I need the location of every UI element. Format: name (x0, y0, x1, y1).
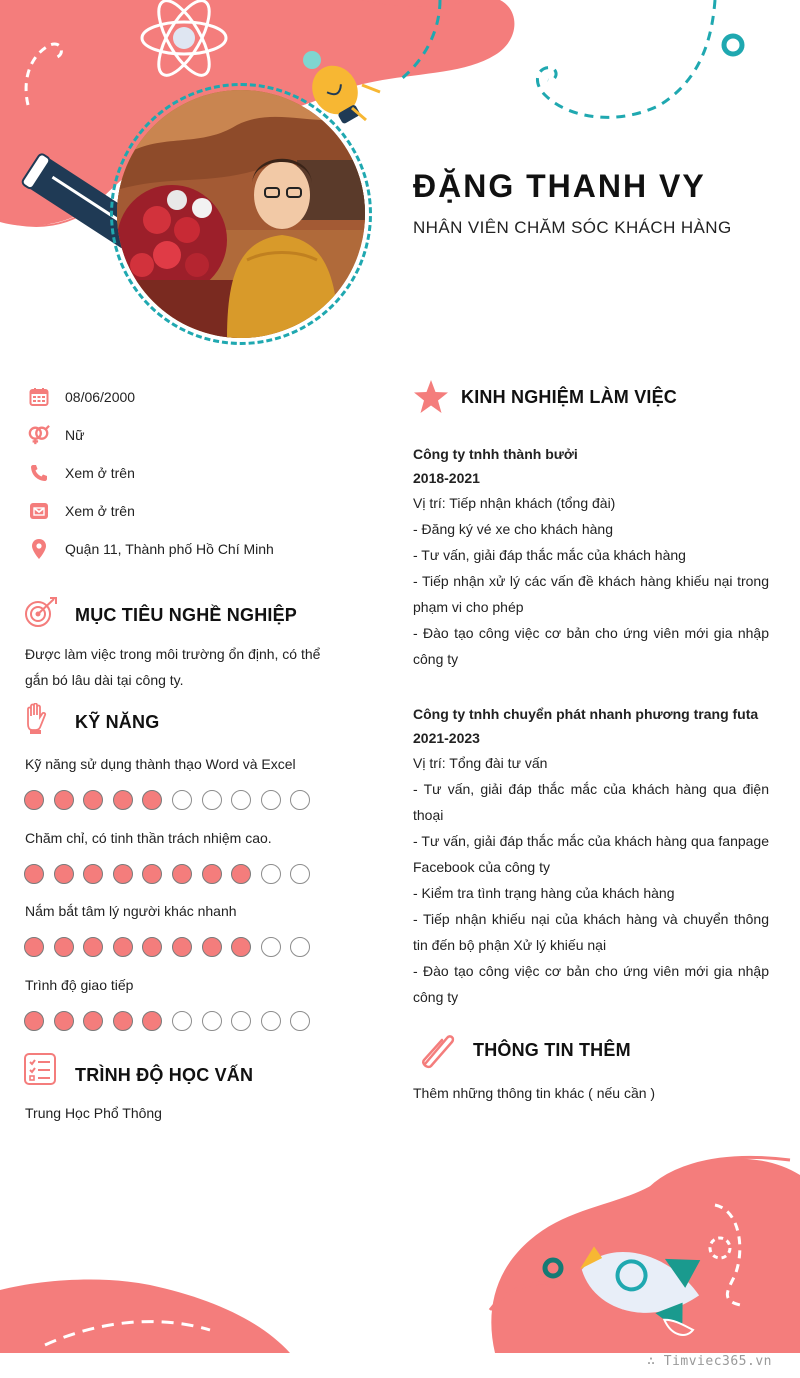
job-detail: - Kiểm tra tình trạng hàng của khách hàng (413, 885, 675, 901)
rating-dot-filled (54, 864, 74, 884)
education-text: Trung Học Phổ Thông (25, 1105, 162, 1121)
rating-dot-filled (83, 790, 103, 810)
job-detail: - Đào tạo công việc cơ bản cho ứng viên mới gia nhập công ty (413, 625, 769, 667)
profile-photo (117, 90, 365, 338)
rating-dot-filled (142, 937, 162, 957)
rating-dot-empty (290, 937, 310, 957)
rating-dot-filled (231, 864, 251, 884)
job-detail: - Tiếp nhận xử lý các vấn đề khách hàng khiếu nại trong phạm vi cho phép (413, 573, 769, 615)
rating-dot-filled (24, 937, 44, 957)
job-detail: - Tư vấn, giải đáp thắc mắc của khách hàng qua fanpage Facebook của công ty (413, 833, 769, 875)
job-detail: Vị trí: Tiếp nhận khách (tổng đài) (413, 495, 616, 511)
email-icon (28, 500, 50, 522)
rating-dot-empty (261, 1011, 281, 1031)
skill-label: Chăm chỉ, có tinh thần trách nhiệm cao. (25, 830, 272, 846)
rating-dot-filled (54, 1011, 74, 1031)
skill-label: Nắm bắt tâm lý người khác nhanh (25, 903, 237, 919)
rating-dot-filled (142, 790, 162, 810)
rating-dot-empty (261, 790, 281, 810)
experience-item (413, 442, 769, 672)
job-title: NHÂN VIÊN CHĂM SÓC KHÁCH HÀNG (413, 218, 732, 237)
rating-dot-filled (113, 864, 133, 884)
job-years: 2018-2021 (413, 470, 480, 486)
experience-item (413, 702, 769, 1010)
extra-title: THÔNG TIN THÊM (473, 1040, 631, 1060)
rating-dot-filled (54, 937, 74, 957)
paperclip-icon (415, 1030, 457, 1075)
contact-gender (28, 424, 84, 446)
gender-text: Nữ (65, 427, 85, 443)
rating-dot-filled (24, 864, 44, 884)
education-title: TRÌNH ĐỘ HỌC VẤN (75, 1065, 254, 1085)
checklist-icon (24, 1053, 56, 1090)
rating-dot-empty (290, 1011, 310, 1031)
contact-birthdate (28, 386, 135, 408)
skills-title: KỸ NĂNG (75, 712, 160, 732)
gender-icon (28, 424, 50, 446)
skill-label: Kỹ năng sử dụng thành thạo Word và Excel (25, 756, 296, 772)
rating-dot-filled (113, 937, 133, 957)
rating-dot-filled (202, 937, 222, 957)
calendar-icon (28, 386, 50, 408)
rating-dot-filled (172, 864, 192, 884)
birthdate-text: 08/06/2000 (65, 389, 136, 405)
rating-dot-empty (202, 790, 222, 810)
rating-dot-empty (290, 790, 310, 810)
contact-address (28, 538, 274, 560)
email-text: Xem ở trên (65, 503, 135, 519)
address-text: Quận 11, Thành phố Hồ Chí Minh (65, 541, 274, 557)
rating-dot-filled (172, 937, 192, 957)
rating-dot-empty (172, 1011, 192, 1031)
location-pin-icon (28, 538, 50, 560)
skill-rating (24, 790, 320, 810)
rating-dot-filled (83, 864, 103, 884)
job-detail: - Đào tạo công việc cơ bản cho ứng viên mới gia nhập công ty (413, 963, 769, 1005)
rating-dot-filled (83, 937, 103, 957)
rating-dot-filled (24, 790, 44, 810)
site-watermark: ∴ Timviec365.vn (647, 1354, 772, 1369)
experience-title: KINH NGHIỆM LÀM VIỆC (461, 387, 678, 407)
rating-dot-filled (54, 790, 74, 810)
rating-dot-empty (231, 790, 251, 810)
job-years: 2021-2023 (413, 730, 480, 746)
rating-dot-empty (290, 864, 310, 884)
job-detail: - Tư vấn, giải đáp thắc mắc của khách hàng qua điện thoại (413, 781, 769, 823)
skill-rating (24, 864, 320, 884)
job-detail: - Tư vấn, giải đáp thắc mắc của khách hàng (413, 547, 686, 563)
rating-dot-filled (113, 1011, 133, 1031)
rating-dot-empty (261, 864, 281, 884)
rating-dot-filled (113, 790, 133, 810)
rating-dot-empty (202, 1011, 222, 1031)
rating-dot-filled (142, 864, 162, 884)
phone-text: Xem ở trên (65, 465, 135, 481)
objective-text: Được làm việc trong môi trường ổn định, có thể gắn bó lâu dài tại công ty. (25, 646, 321, 688)
rating-dot-filled (202, 864, 222, 884)
company-name: Công ty tnhh thành bưởi (413, 446, 578, 462)
rating-dot-filled (24, 1011, 44, 1031)
contact-phone (28, 462, 135, 484)
skill-rating (24, 1011, 320, 1031)
rating-dot-filled (231, 937, 251, 957)
phone-icon (28, 462, 50, 484)
rating-dot-empty (261, 937, 281, 957)
skill-label: Trình độ giao tiếp (25, 977, 134, 993)
rating-dot-empty (172, 790, 192, 810)
target-icon (24, 596, 58, 635)
job-detail: Vị trí: Tổng đài tư vấn (413, 755, 548, 771)
objective-title: MỤC TIÊU NGHỀ NGHIỆP (75, 605, 298, 625)
rating-dot-filled (142, 1011, 162, 1031)
skill-rating (24, 937, 320, 957)
company-name: Công ty tnhh chuyển phát nhanh phương trang futa (413, 706, 759, 722)
rating-dot-empty (231, 1011, 251, 1031)
star-icon (413, 380, 449, 419)
rating-dot-filled (83, 1011, 103, 1031)
job-detail: - Tiếp nhận khiếu nại của khách hàng và chuyển thông tin đến bộ phận Xử lý khiếu nại (413, 911, 769, 953)
extra-text: Thêm những thông tin khác ( nếu cần ) (413, 1085, 656, 1101)
candidate-name: ĐẶNG THANH VY (413, 168, 706, 204)
job-detail: - Đăng ký vé xe cho khách hàng (413, 521, 614, 537)
hand-icon (24, 703, 48, 740)
contact-email (28, 500, 135, 522)
